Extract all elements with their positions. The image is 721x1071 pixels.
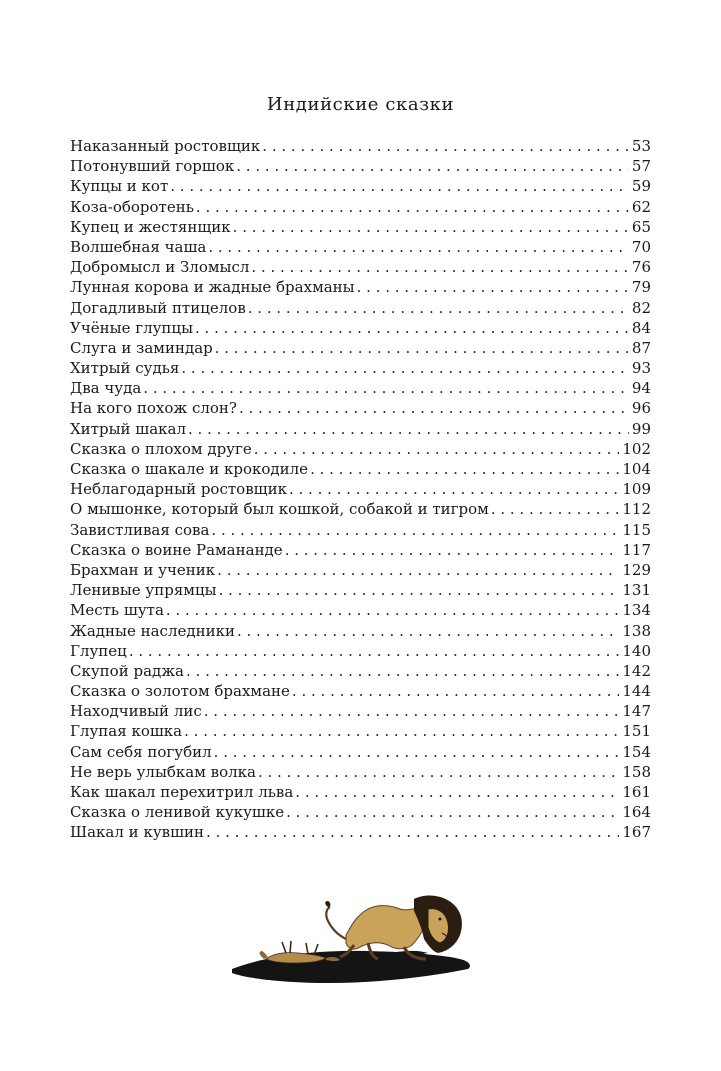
toc-entry	[70, 802, 651, 822]
toc-entry-title: Сам себя погубил	[70, 742, 212, 761]
toc-entry	[70, 156, 651, 176]
toc-entry-title: Купец и жестянщик	[70, 217, 231, 236]
toc-entry-page-number: 117	[622, 540, 651, 559]
toc-entry-title: Брахман и ученик	[70, 560, 216, 579]
toc-entry-page-number: 99	[631, 419, 651, 438]
toc-entry-title: Купцы и кот	[70, 177, 169, 196]
toc-entry	[70, 479, 651, 499]
toc-leader-dots	[217, 560, 619, 580]
toc-entry-title: Месть шута	[70, 601, 164, 620]
toc-entry-title: Слуга и заминдар	[70, 338, 213, 357]
toc-leader-dots	[181, 358, 629, 378]
toc-entry-page-number: 96	[631, 399, 651, 418]
toc-entry	[70, 378, 651, 398]
toc-entry-page-number: 164	[622, 803, 651, 822]
lion-figure	[325, 896, 462, 959]
toc-leader-dots	[186, 661, 619, 681]
toc-entry-title: Хитрый судья	[70, 359, 180, 378]
toc-entry-title: Сказка о шакале и крокодиле	[70, 460, 309, 478]
toc-entry-page-number: 142	[622, 661, 651, 680]
toc-leader-dots	[239, 398, 629, 418]
toc-entry-page-number: 144	[622, 682, 651, 701]
toc-leader-dots	[184, 721, 619, 741]
toc-entry	[70, 641, 651, 661]
toc-entry-title: Ленивые упрямцы	[70, 581, 217, 600]
toc-entry-title: Сказка о плохом друге	[70, 439, 252, 458]
toc-leader-dots	[219, 580, 620, 600]
toc-entry-page-number: 158	[622, 762, 651, 781]
toc-entry-page-number: 129	[622, 560, 651, 579]
toc-leader-dots	[286, 802, 619, 822]
toc-entry-title: Сказка о воине Рамананде	[70, 540, 283, 559]
toc-entry	[70, 398, 651, 418]
toc-entry-title: Догадливый птицелов	[70, 298, 246, 317]
toc-entry	[70, 681, 651, 701]
toc-leader-dots	[237, 621, 619, 641]
toc-entry-page-number: 84	[631, 318, 651, 337]
toc-entry-title: На кого похож слон?	[70, 399, 237, 418]
toc-entry-title: Коза-оборотень	[70, 197, 194, 216]
toc-entry-page-number: 62	[631, 197, 651, 216]
toc-entry	[70, 762, 651, 782]
toc-entry-title: Скупой раджа	[70, 661, 184, 680]
toc-entry	[70, 338, 651, 358]
toc-leader-dots	[166, 600, 619, 620]
toc-entry-page-number: 138	[622, 621, 651, 640]
toc-entry-title: Не верь улыбкам волка	[70, 762, 256, 781]
toc-entry	[70, 318, 651, 338]
toc-leader-dots	[236, 156, 629, 176]
toc-entry	[70, 721, 651, 741]
toc-entry-title: Лунная корова и жадные брахманы	[70, 278, 355, 297]
toc-leader-dots	[262, 136, 629, 156]
toc-entry	[70, 298, 651, 318]
toc-entry	[70, 459, 651, 479]
toc-leader-dots	[211, 520, 619, 540]
toc-entry	[70, 560, 651, 580]
ground-shadow	[232, 951, 470, 983]
toc-entry	[70, 197, 651, 217]
toc-leader-dots	[214, 742, 620, 762]
toc-entry-title: Сказка о золотом брахмане	[70, 682, 290, 701]
toc-leader-dots	[143, 378, 629, 398]
toc-entry-page-number: 82	[631, 298, 651, 317]
toc-entry	[70, 540, 651, 560]
toc-entry-page-number: 79	[631, 278, 651, 297]
toc-leader-dots	[233, 217, 629, 237]
toc-entry	[70, 136, 651, 156]
toc-leader-dots	[254, 439, 620, 459]
toc-entry	[70, 257, 651, 277]
toc-entry-page-number: 102	[622, 439, 651, 458]
toc-entry-page-number: 76	[631, 258, 651, 277]
toc-entry-title: Учёные глупцы	[70, 318, 194, 337]
toc-entry-title: Наказанный ростовщик	[70, 137, 261, 155]
toc-entry	[70, 499, 651, 519]
toc-entry	[70, 742, 651, 762]
toc-entry-page-number: 93	[631, 359, 651, 378]
toc-leader-dots	[295, 782, 619, 802]
toc-entry-title: Два чуда	[70, 379, 142, 398]
toc-entry-page-number: 94	[631, 379, 651, 398]
toc-entry-page-number: 59	[631, 177, 651, 196]
toc-leader-dots	[204, 701, 620, 721]
toc-entry-title: Шакал и кувшин	[70, 823, 205, 842]
toc-entry-title: О мышонке, который был кошкой, собакой и тигром	[70, 500, 489, 519]
toc-entry-title: Завистливая сова	[70, 520, 210, 539]
toc-entry-page-number: 87	[631, 338, 651, 357]
toc-entry-title: Глупец	[70, 641, 127, 660]
toc-entry-page-number: 131	[622, 581, 651, 600]
toc-entry	[70, 237, 651, 257]
toc-entry	[70, 600, 651, 620]
toc-leader-dots	[248, 298, 629, 318]
toc-entry-page-number: 104	[622, 460, 651, 478]
toc-entry-page-number: 154	[622, 742, 651, 761]
toc-leader-dots	[196, 197, 629, 217]
table-of-contents	[70, 136, 651, 843]
toc-entry-title: Жадные наследники	[70, 621, 235, 640]
toc-entry	[70, 358, 651, 378]
toc-entry-title: Глупая кошка	[70, 722, 183, 741]
toc-entry-page-number: 147	[622, 702, 651, 721]
toc-entry	[70, 176, 651, 196]
toc-leader-dots	[206, 822, 619, 842]
toc-entry-page-number: 57	[631, 157, 651, 176]
toc-entry-page-number: 109	[622, 480, 651, 499]
toc-leader-dots	[251, 257, 629, 277]
toc-leader-dots	[357, 277, 629, 297]
toc-entry	[70, 701, 651, 721]
toc-leader-dots	[310, 459, 619, 479]
toc-entry-page-number: 115	[622, 520, 651, 539]
toc-entry-page-number: 65	[631, 217, 651, 236]
toc-entry	[70, 277, 651, 297]
toc-entry-page-number: 140	[622, 641, 651, 660]
toc-entry-title: Добромысл и Зломысл	[70, 258, 250, 277]
toc-leader-dots	[170, 176, 629, 196]
lion-jackal-illustration	[228, 895, 508, 990]
toc-leader-dots	[258, 762, 619, 782]
toc-entry	[70, 621, 651, 641]
toc-leader-dots	[129, 641, 620, 661]
toc-entry-page-number: 167	[622, 823, 651, 842]
toc-entry	[70, 419, 651, 439]
toc-entry	[70, 580, 651, 600]
toc-leader-dots	[289, 479, 619, 499]
toc-entry-title: Волшебная чаша	[70, 237, 207, 256]
toc-entry	[70, 661, 651, 681]
toc-entry	[70, 520, 651, 540]
toc-entry-title: Как шакал перехитрил льва	[70, 783, 294, 801]
toc-leader-dots	[208, 237, 629, 257]
toc-entry-page-number: 112	[622, 500, 651, 519]
toc-leader-dots	[195, 318, 629, 338]
toc-entry-title: Сказка о ленивой кукушке	[70, 803, 285, 822]
toc-entry-page-number: 161	[622, 783, 651, 801]
toc-leader-dots	[285, 540, 620, 560]
toc-entry-page-number: 151	[622, 722, 651, 741]
toc-entry-title: Потонувший горшок	[70, 157, 235, 176]
toc-leader-dots	[188, 419, 629, 439]
toc-entry-page-number: 134	[622, 601, 651, 620]
toc-entry	[70, 439, 651, 459]
toc-leader-dots	[491, 499, 620, 519]
section-title: Индийские сказки	[266, 94, 455, 115]
toc-leader-dots	[292, 681, 619, 701]
toc-leader-dots	[215, 338, 629, 358]
toc-entry-page-number: 53	[631, 137, 651, 155]
toc-entry	[70, 782, 651, 802]
toc-entry-title: Неблагодарный ростовщик	[70, 480, 287, 499]
toc-entry	[70, 822, 651, 842]
toc-entry-title: Находчивый лис	[70, 702, 202, 721]
toc-entry-page-number: 70	[631, 237, 651, 256]
toc-entry	[70, 217, 651, 237]
toc-entry-title: Хитрый шакал	[70, 419, 187, 438]
